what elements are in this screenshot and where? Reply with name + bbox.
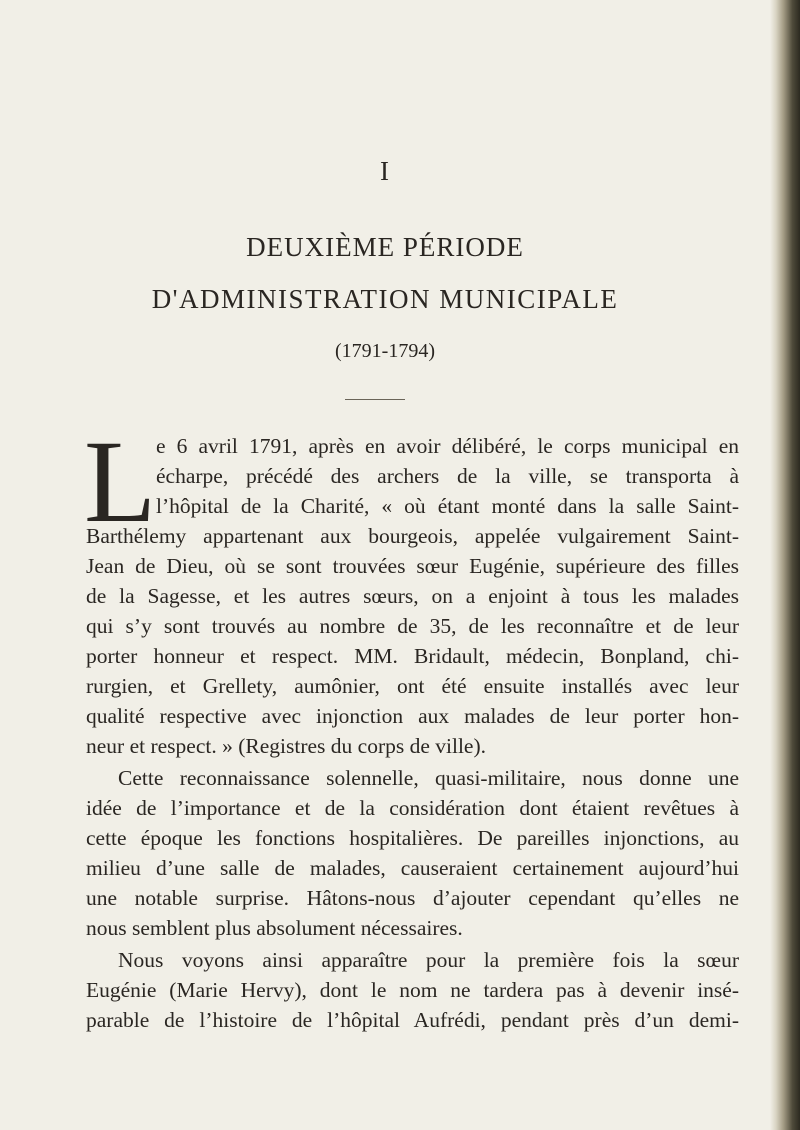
text-line-16: une notable surprise. Hâtons-nous d’ajouter cependant qu’elles ne [86,886,739,910]
text-line-5: Jean de Dieu, où se sont trouvées sœur Eugénie, supérieure des filles [86,554,739,578]
text-line-11: neur et respect. » (Registres du corps de ville). [86,734,487,758]
text-line-6: de la Sagesse, et les autres sœurs, on a enjoint à tous les malades [86,584,739,608]
page-edge [770,0,800,1130]
chapter-number: I [380,156,390,186]
text-line-18: Nous voyons ainsi apparaître pour la première fois la sœur [118,948,739,972]
text-line-19: Eugénie (Marie Hervy), dont le nom ne tardera pas à devenir insé- [86,978,739,1002]
text-line-10: qualité respective avec injonction aux malades de leur porter hon- [86,704,739,728]
text-line-17: nous semblent plus absolument nécessaires. [86,916,463,940]
text-line-15: milieu d’une salle de malades, causeraient certainement aujourd’hui [86,856,739,880]
separator-rule [345,399,405,400]
text-line-1: e 6 avril 1791, après en avoir délibéré, le corps municipal en [156,434,739,458]
title-line-2: D'ADMINISTRATION MUNICIPALE [151,284,619,314]
period-years: (1791-1794) [335,340,435,362]
text-line-20: parable de l’histoire de l’hôpital Aufrédi, pendant près d’un demi- [86,1008,739,1032]
drop-cap: L [84,416,157,547]
text-line-12: Cette reconnaissance solennelle, quasi-militaire, nous donne une [118,766,739,790]
text-line-3: l’hôpital de la Charité, « où étant monté dans la salle Saint- [156,494,739,518]
text-line-8: porter honneur et respect. MM. Bridault, médecin, Bonpland, chi- [86,644,739,668]
text-line-2: écharpe, précédé des archers de la ville, se transporta à [156,464,739,488]
text-line-9: rurgien, et Grellety, aumônier, ont été ensuite installés avec leur [86,674,739,698]
text-line-14: cette époque les fonctions hospitalières. De pareilles injonctions, au [86,826,739,850]
title-line-1: DEUXIÈME PÉRIODE [246,232,524,262]
text-line-7: qui s’y sont trouvés au nombre de 35, de les reconnaître et de leur [86,614,739,638]
text-line-4: Barthélemy appartenant aux bourgeois, appelée vulgairement Saint- [86,524,739,548]
text-line-13: idée de l’importance et de la considération dont étaient revêtues à [86,796,739,820]
